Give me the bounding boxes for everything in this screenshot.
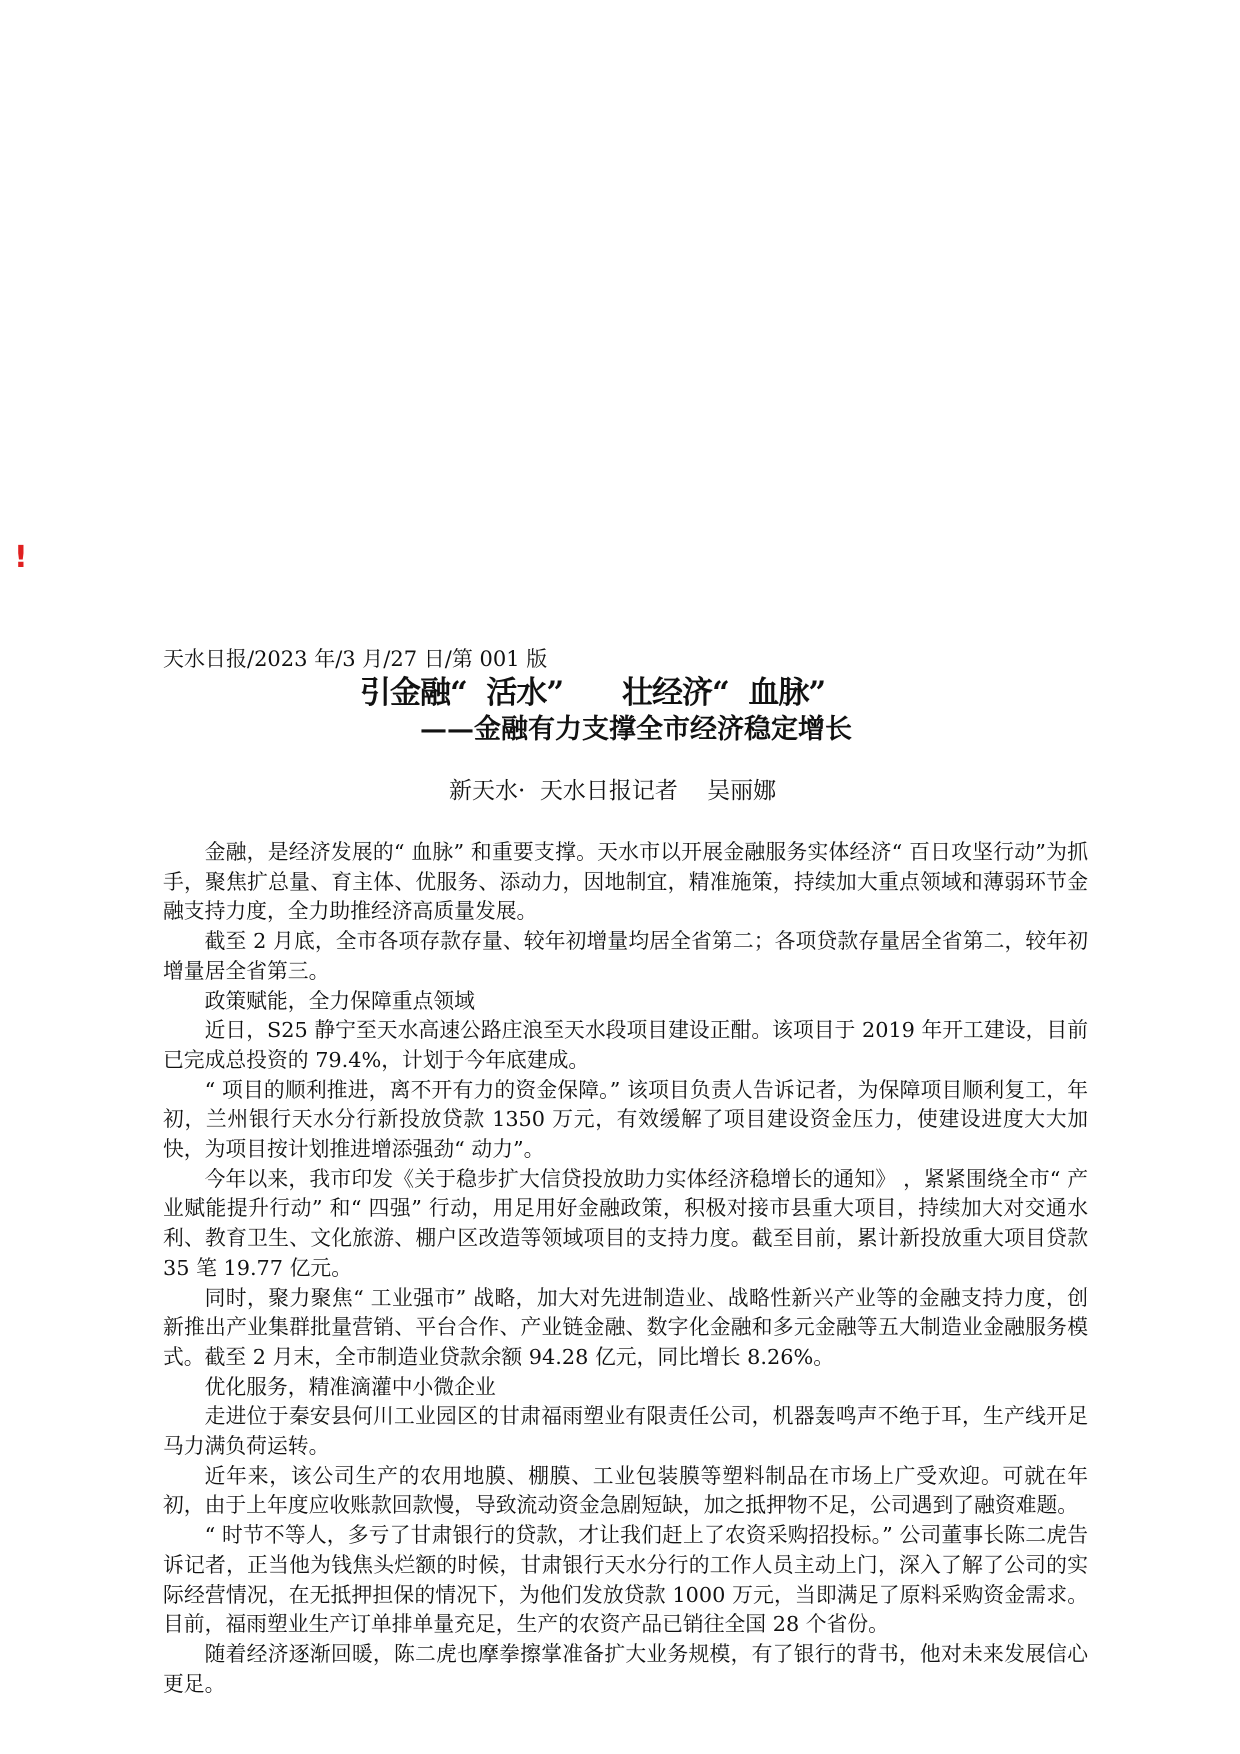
- section-heading: 政策赋能，全力保障重点领域: [204, 988, 475, 1013]
- article-body: [163, 838, 1088, 1699]
- paragraph: 同时，聚力聚焦“ 工业强市” 战略，加大对先进制造业、战略性新兴产业等的金融支持力度，创新推出产业集群批量营销、平台合作、产业链金融、数字化金融和多元金融等五大制造业金融服务模式。截至 2 月末，全市制造业贷款余额 94.28 亿元，同比增长 8.26%。: [163, 1285, 1088, 1369]
- paragraph: 近日，S25 静宁至天水高速公路庄浪至天水段项目建设正酣。该项目于 2019 年开工建设，目前已完成总投资的 79.4%，计划于今年底建成。: [163, 1018, 1088, 1072]
- paragraph: “ 项目的顺利推进，离不开有力的资金保障。” 该项目负责人告诉记者，为保障项目顺利复工，年初，兰州银行天水分行新投放贷款 1350 万元，有效缓解了项目建设资金压力，使建设进度大大加快，为项目按计划推进增添强劲“ 动力”。: [163, 1077, 1088, 1162]
- article-subtitle: ——金融有力支撑全市经济稳定增长: [420, 714, 852, 745]
- source-line: 天水日报/2023 年/3 月/27 日/第 001 版: [163, 647, 548, 671]
- paragraph: 金融，是经济发展的“ 血脉” 和重要支撑。天水市以开展金融服务实体经济“ 百日攻坚行动”为抓手，聚焦扩总量、育主体、优服务、添动力，因地制宜，精准施策，持续加大重点领域和薄弱环节金融支持力度，全力助推经济高质量发展。: [163, 840, 1088, 924]
- section-heading: 优化服务，精准滴灌中小微企业: [204, 1374, 496, 1399]
- paragraph: 走进位于秦安县何川工业园区的甘肃福雨塑业有限责任公司，机器轰鸣声不绝于耳，生产线开足马力满负荷运转。: [163, 1404, 1088, 1459]
- red-exclamation-mark: !: [14, 540, 28, 575]
- paragraph: 近年来，该公司生产的农用地膜、棚膜、工业包装膜等塑料制品在市场上广受欢迎。可就在年初，由于上年度应收账款回款慢，导致流动资金急剧短缺，加之抵押物不足，公司遇到了融资难题。: [163, 1463, 1088, 1518]
- byline: 新天水· 天水日报记者 吴丽娜: [449, 778, 777, 804]
- paragraph: 随着经济逐渐回暖，陈二虎也摩拳擦掌准备扩大业务规模，有了银行的背书，他对未来发展信心更足。: [163, 1641, 1088, 1696]
- paragraph: “ 时节不等人，多亏了甘肃银行的贷款，才让我们赶上了农资采购招投标。” 公司董事长陈二虎告诉记者，正当他为钱焦头烂额的时候，甘肃银行天水分行的工作人员主动上门，深入了解了公司的实际经营情况，在无抵押担保的情况下，为他们发放贷款 1000 万元，当即满足了原料采购资金需求。目前，福雨塑业生产订单排单量充足，生产的农资产品已销往全国 28 个省份。: [163, 1523, 1088, 1637]
- paragraph: 截至 2 月底，全市各项存款存量、较年初增量均居全省第二；各项贷款存量居全省第二，较年初增量居全省第三。: [163, 929, 1088, 983]
- paragraph: 今年以来，我市印发《关于稳步扩大信贷投放助力实体经济稳增长的通知》 ，紧紧围绕全市“ 产业赋能提升行动” 和“ 四强” 行动，用足用好金融政策，积极对接市县重大项目，持续加大对交通水利、教育卫生、文化旅游、棚户区改造等领域项目的支持力度。截至目前，累计新投放重大项目贷款 35 笔 19.77 亿元。: [163, 1166, 1088, 1280]
- article-title: 引金融“ 活水” 壮经济“ 血脉”: [360, 675, 826, 711]
